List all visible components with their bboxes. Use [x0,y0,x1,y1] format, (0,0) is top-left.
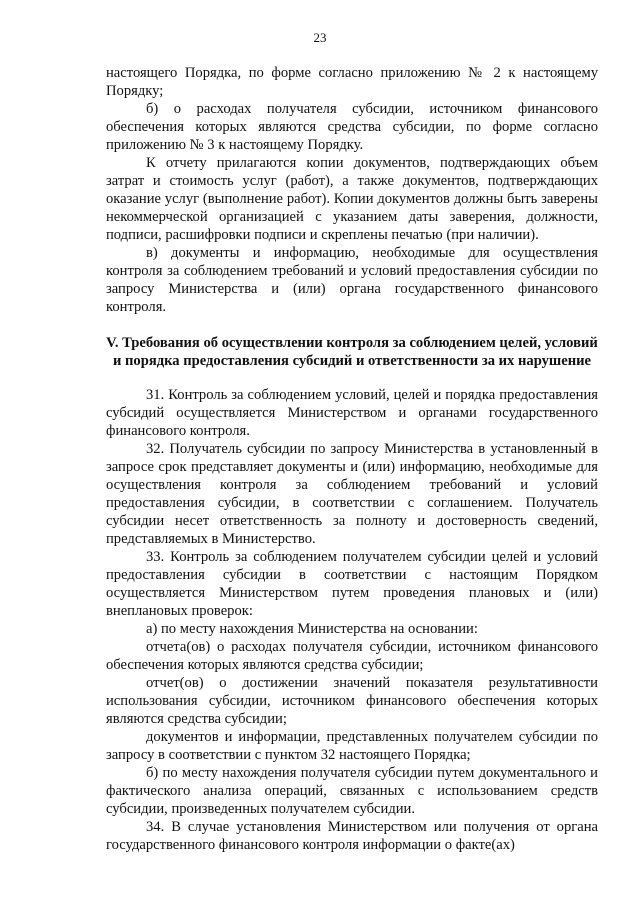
paragraph: 31. Контроль за соблюдением условий, целей и порядка предоставления субсидий осуществляется Министерством и органами государственного финансового контроля. [106,387,598,439]
page-number: 23 [313,30,327,45]
paragraph: настоящего Порядка, по форме согласно приложению № 2 к настоящему Порядку; [106,65,598,99]
paragraphs-after-heading [106,386,598,854]
paragraph: отчета(ов) о расходах получателя субсидии, источником финансового обеспечения которых являются средства субсидии; [106,639,598,673]
paragraph: б) о расходах получателя субсидии, источником финансового обеспечения которых являются средства субсидии, по форме согласно приложению № 3 к настоящему Порядку. [106,101,598,153]
section-heading: V. Требования об осуществлении контроля за соблюдением целей, условий и порядка предоставления субсидий и ответственности за их нарушение [106,335,598,369]
paragraph: документов и информации, представленных получателем субсидии по запросу в соответствии с пунктом 32 настоящего Порядка; [106,729,598,763]
paragraph: в) документы и информацию, необходимые для осуществления контроля за соблюдением требований и условий предоставления субсидии по запросу Министерства и (или) органа государственного финансового контроля. [106,245,598,315]
document-body [106,64,598,854]
paragraph: 32. Получатель субсидии по запросу Министерства в установленный в запросе срок представляет документы и (или) информацию, необходимые для осуществления контроля за соблюдением требований и условий предоставления субсидии, в соответствии с соглашением. Получатель субсидии несет ответственность за полноту и достоверность сведений, представляемых в Министерство. [106,441,598,547]
paragraph: отчет(ов) о достижении значений показателя результативности использования субсидии, источником финансового обеспечения которых являются средства субсидии; [106,675,598,727]
paragraph: 34. В случае установления Министерством или получения от органа государственного финансового контроля информации о факте(ах) [106,819,598,853]
paragraph: 33. Контроль за соблюдением получателем субсидии целей и условий предоставления субсидии в соответствии с настоящим Порядком осуществляется Министерством путем проведения плановых и (или) внеплановых проверок: [106,549,598,619]
paragraphs-before-heading [106,64,598,316]
paragraph: а) по месту нахождения Министерства на основании: [146,621,478,637]
paragraph: К отчету прилагаются копии документов, подтверждающих объем затрат и стоимость услуг (работ), а также документов, подтверждающих оказание услуг (выполнение работ). Копии документов должны быть заверены некоммерческой организацией с указанием даты заверения, должности, подписи, расшифровки подписи и скреплены печатью (при наличии). [106,155,598,243]
paragraph: б) по месту нахождения получателя субсидии путем документального и фактического анализа операций, связанных с использованием средств субсидии, произведенных получателем субсидии. [106,765,598,817]
